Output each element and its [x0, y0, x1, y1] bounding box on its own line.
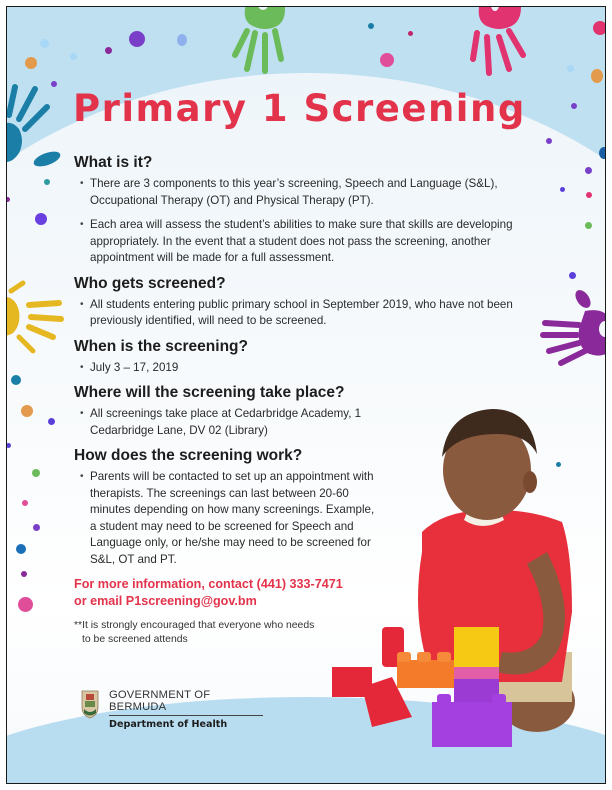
yellow-hand-print-icon [6, 279, 71, 359]
government-name: GOVERNMENT OF BERMUDA [109, 689, 263, 716]
decor-dot [32, 469, 40, 477]
decor-dot [585, 167, 592, 174]
note-line: **It is strongly encouraged that everyone who needs [74, 620, 315, 631]
decor-dot [408, 31, 413, 36]
decor-dot [105, 47, 112, 54]
flyer-page [6, 6, 606, 784]
decor-dot [129, 31, 145, 47]
decor-dot [48, 418, 55, 425]
decor-dot [18, 597, 33, 612]
government-logo [81, 689, 263, 730]
decor-dot [6, 443, 11, 448]
section-what-is-it [74, 154, 544, 267]
decor-dot [585, 222, 592, 229]
department-name: Department of Health [109, 719, 228, 730]
section-heading: What is it? [74, 154, 153, 171]
section-who-gets-screened [74, 275, 544, 330]
decor-dot [591, 69, 603, 83]
note-line: to be screened attends [82, 634, 188, 645]
decor-dot [11, 375, 21, 385]
decor-dot [569, 272, 576, 279]
bermuda-crest-icon [81, 689, 99, 719]
decor-dot [586, 192, 592, 198]
bullet-item: • All screenings take place at Cedarbridge Academy, 1 Cedarbridge Lane, DV 02 (Library) [74, 406, 370, 439]
contact-phone-line[interactable]: For more information, contact (441) 333-7471 [74, 577, 343, 591]
decor-dot [546, 138, 552, 144]
decor-dot [571, 103, 577, 109]
bullet-item: • July 3 – 17, 2019 [74, 360, 544, 377]
decor-dot [368, 23, 374, 29]
decor-dot [21, 405, 33, 417]
decor-dot [16, 544, 26, 554]
decor-dot [380, 53, 394, 67]
decor-dot [51, 81, 57, 87]
decor-dot [70, 53, 77, 60]
page-title: Primary 1 Screening [73, 87, 526, 130]
child-with-blocks-image [332, 402, 582, 752]
decor-dot [177, 34, 187, 46]
purple-hand-print-icon [535, 289, 606, 369]
section-heading: Where will the screening take place? [74, 384, 345, 401]
decor-dot [599, 147, 606, 159]
decor-dot [25, 57, 37, 69]
green-hand-print-icon [225, 6, 305, 79]
decor-dot [22, 500, 28, 506]
decor-dot [35, 213, 47, 225]
section-heading: When is the screening? [74, 337, 248, 355]
blue-hand-print-icon [6, 75, 71, 175]
decor-dot [44, 179, 50, 185]
bullet-item: • Each area will assess the student’s abilities to make sure that skills are developing appropriately. In the event that a student does not pass the screening, another appointment will be made for a full assessment. [74, 217, 544, 267]
bullet-item: • All students entering public primary school in September 2019, who have not been previously identified, will need to be screened. [74, 297, 544, 330]
section-heading: Who gets screened? [74, 274, 226, 292]
section-heading: How does the screening work? [74, 447, 303, 464]
section-when [74, 338, 544, 377]
decor-dot [593, 21, 606, 35]
bullet-item: • There are 3 components to this year’s screening, Speech and Language (S&L), Occupational Therapy (OT) and Physical Therapy (PT). [74, 176, 544, 209]
decor-dot [567, 65, 574, 72]
attendance-note [74, 619, 354, 647]
decor-dot [21, 571, 27, 577]
logo-text [109, 689, 263, 730]
decor-dot [560, 187, 565, 192]
pink-hand-print-icon [465, 6, 545, 85]
decor-dot [33, 524, 40, 531]
bullet-item: • Parents will be contacted to set up an appointment with therapists. The screenings can last between 20-60 minutes depending on how many screenings. Example, a student may need to be screened for Speech and Language only, or he/she may need to be screened for S&L, OT and PT. [74, 469, 382, 568]
decor-dot [40, 39, 49, 48]
contact-email-line[interactable]: or email P1screening@gov.bm [74, 594, 257, 608]
